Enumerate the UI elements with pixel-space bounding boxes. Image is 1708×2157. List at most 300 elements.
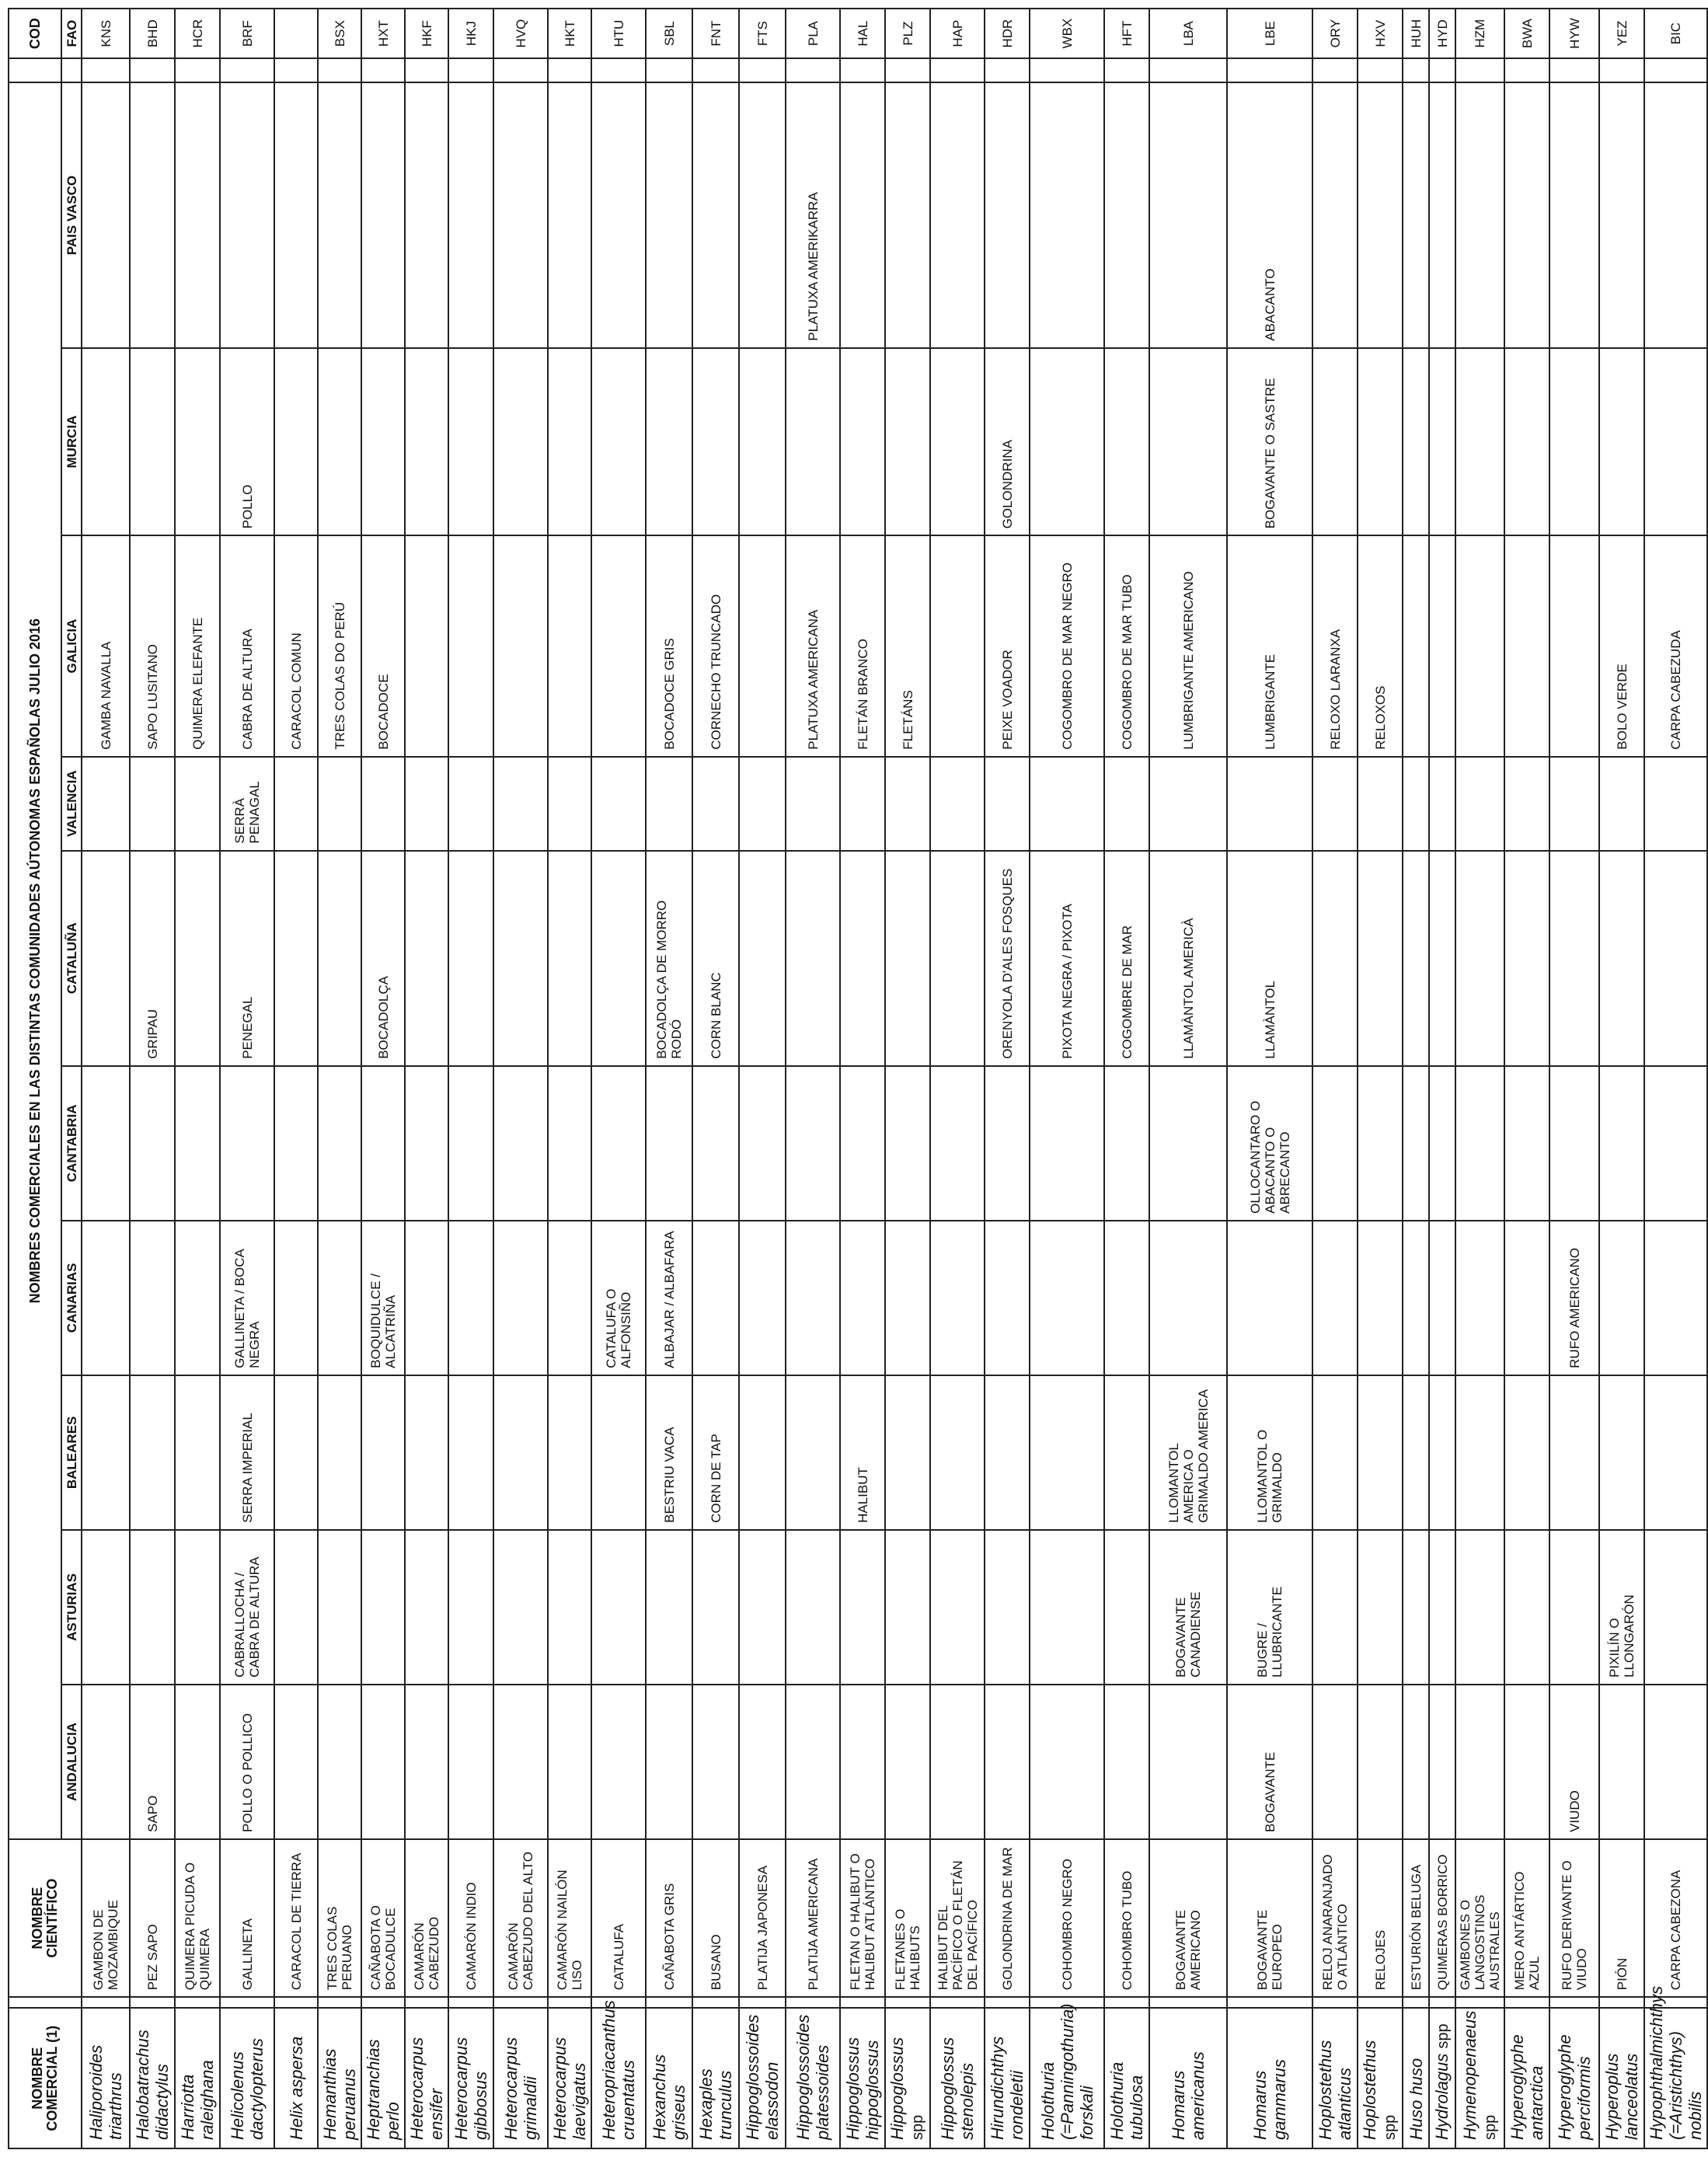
cell-pais-vasco <box>448 82 493 347</box>
cell-scientific-name <box>840 2008 885 2148</box>
cell-valencia: SERRÀ PENAGAL <box>220 757 274 851</box>
cell-right-gutter <box>646 58 692 82</box>
cell-baleares <box>1104 1375 1149 1530</box>
cell-galicia: PEIXE VOADOR <box>985 535 1030 756</box>
cell-pais-vasco <box>692 82 739 347</box>
cell-gutter <box>274 1997 318 2008</box>
header-region-asturias: ASTURIAS <box>61 1530 82 1685</box>
cell-canarias <box>493 1221 548 1375</box>
cell-asturias <box>1030 1530 1104 1685</box>
cell-asturias: PIXILÍN O LLONGARÓN <box>1599 1530 1644 1685</box>
cell-nombre-cientifico: PIÓN <box>1599 1839 1644 1997</box>
cell-baleares <box>130 1375 175 1530</box>
cell-baleares <box>1358 1375 1403 1530</box>
cell-right-gutter <box>786 58 840 82</box>
table-row <box>175 9 220 2148</box>
cell-cantabria <box>493 1066 548 1221</box>
table-row <box>361 9 405 2148</box>
cell-galicia: LUMBRIGANTE <box>1227 535 1312 756</box>
cell-canarias <box>1312 1221 1358 1375</box>
cell-valencia <box>361 757 405 851</box>
cell-scientific-name <box>130 2008 175 2148</box>
cell-gutter <box>692 1997 739 2008</box>
cell-scientific-name <box>1455 2008 1504 2148</box>
table-row <box>1455 9 1504 2148</box>
cell-cantabria <box>739 1066 786 1221</box>
cell-canarias <box>885 1221 930 1375</box>
cell-scientific-name <box>220 2008 274 2148</box>
cell-valencia <box>130 757 175 851</box>
cell-andalucia <box>274 1685 318 1839</box>
cell-fao-code: BSX <box>318 9 361 58</box>
table-row <box>274 9 318 2148</box>
cell-cantabria <box>1358 1066 1403 1221</box>
cell-gutter <box>82 1997 130 2008</box>
cell-valencia <box>1455 757 1504 851</box>
cell-pais-vasco <box>985 82 1030 347</box>
cell-asturias <box>840 1530 885 1685</box>
cell-asturias <box>1358 1530 1403 1685</box>
cell-cantabria <box>646 1066 692 1221</box>
cell-baleares: BESTRIU VACA <box>646 1375 692 1530</box>
cell-right-gutter <box>1455 58 1504 82</box>
header-regiones-title: NOMBRES COMERCIALES EN LAS DISTINTAS COMUNIDADES AÚTONOMAS ESPAÑOLAS JULIO 2016 <box>9 82 61 1839</box>
cell-fao-code: HAP <box>930 9 985 58</box>
cell-pais-vasco <box>318 82 361 347</box>
cell-baleares <box>985 1375 1030 1530</box>
scientific-name-text: Heptranchias perlo <box>364 2039 403 2140</box>
cell-nombre-cientifico: PEZ SAPO <box>130 1839 175 1997</box>
cell-nombre-cientifico: GALLINETA <box>220 1839 274 1997</box>
header-region-cataluna: CATALUÑA <box>61 851 82 1066</box>
cell-right-gutter <box>274 58 318 82</box>
cell-gutter <box>646 1997 692 2008</box>
cell-asturias <box>1104 1530 1149 1685</box>
cell-asturias: BUGRE / LLUBRICANTE <box>1227 1530 1312 1685</box>
cell-asturias <box>591 1530 646 1685</box>
cell-cantabria <box>786 1066 840 1221</box>
cell-cataluna <box>405 851 448 1066</box>
cell-canarias <box>692 1221 739 1375</box>
cell-asturias <box>1549 1530 1599 1685</box>
cell-nombre-cientifico: TRES COLAS PERUANO <box>318 1839 361 1997</box>
cell-galicia: CABRA DE ALTURA <box>220 535 274 756</box>
table-row <box>1599 9 1644 2148</box>
cell-valencia <box>985 757 1030 851</box>
cell-baleares: CORN DE TAP <box>692 1375 739 1530</box>
cell-andalucia <box>318 1685 361 1839</box>
cell-canarias <box>1455 1221 1504 1375</box>
cell-right-gutter <box>692 58 739 82</box>
cell-pais-vasco <box>1644 82 1707 347</box>
cell-valencia <box>930 757 985 851</box>
cell-right-gutter <box>1030 58 1104 82</box>
cell-canarias <box>1599 1221 1644 1375</box>
cell-cataluna <box>1504 851 1549 1066</box>
cell-cantabria <box>1149 1066 1227 1221</box>
cell-nombre-cientifico: BUSANO <box>692 1839 739 1997</box>
cell-andalucia <box>175 1685 220 1839</box>
cell-pais-vasco <box>1504 82 1549 347</box>
cell-scientific-name <box>405 2008 448 2148</box>
cell-nombre-cientifico: BOGAVANTE EUROPEO <box>1227 1839 1312 1997</box>
cell-cataluna <box>175 851 220 1066</box>
cell-murcia <box>175 348 220 536</box>
cell-scientific-name <box>1104 2008 1149 2148</box>
cell-murcia <box>1104 348 1149 536</box>
cell-scientific-name <box>1644 1985 1707 2148</box>
cell-galicia: SAPO LUSITANO <box>130 535 175 756</box>
scientific-name-text: Huso huso <box>1406 2058 1426 2140</box>
cell-asturias <box>692 1530 739 1685</box>
scientific-name-text: Hydrolagus <box>1431 2053 1452 2140</box>
cell-valencia <box>1030 757 1104 851</box>
header-region-cantabria: CANTABRIA <box>61 1066 82 1221</box>
scientific-name-text: Harriotta raleighana <box>178 2060 217 2140</box>
cell-gutter <box>1455 1997 1504 2008</box>
scientific-name-text: Hymenopenaeus <box>1459 2010 1480 2140</box>
cell-scientific-name <box>1429 2008 1455 2148</box>
cell-right-gutter <box>82 58 130 82</box>
cell-andalucia <box>591 1685 646 1839</box>
cell-andalucia: BOGAVANTE <box>1227 1685 1312 1839</box>
cell-fao-code: HKT <box>548 9 591 58</box>
cell-andalucia <box>1644 1685 1707 1839</box>
cell-baleares <box>82 1375 130 1530</box>
cell-fao-code: YEZ <box>1599 9 1644 58</box>
table-row <box>1358 9 1403 2148</box>
cell-scientific-name <box>448 2008 493 2148</box>
cell-pais-vasco <box>1149 82 1227 347</box>
cell-cantabria <box>930 1066 985 1221</box>
cell-galicia: PLATUXA AMERICANA <box>786 535 840 756</box>
scientific-name-text: Holothuria tubulosa <box>1107 2061 1146 2140</box>
cell-andalucia <box>1429 1685 1455 1839</box>
cell-pais-vasco <box>361 82 405 347</box>
cell-valencia <box>1549 757 1599 851</box>
cell-murcia <box>318 348 361 536</box>
scientific-name-text: Hirundichthys rondeletii <box>988 2036 1027 2140</box>
cell-cataluna <box>1455 851 1504 1066</box>
cell-right-gutter <box>493 58 548 82</box>
cell-murcia <box>548 348 591 536</box>
cell-scientific-name <box>175 2008 220 2148</box>
cell-asturias <box>493 1530 548 1685</box>
cell-pais-vasco <box>175 82 220 347</box>
cell-right-gutter <box>1403 58 1429 82</box>
table-row <box>82 9 130 2148</box>
cell-andalucia <box>361 1685 405 1839</box>
cell-fao-code: HYD <box>1429 9 1455 58</box>
table-row <box>548 9 591 2148</box>
cell-baleares: LLOMANTOL O GRIMALDO <box>1227 1375 1312 1530</box>
header-fao: FAO <box>61 9 82 58</box>
cell-pais-vasco <box>1358 82 1403 347</box>
cell-scientific-name <box>1403 2008 1429 2148</box>
table-body <box>82 9 1707 2148</box>
cell-valencia <box>1104 757 1149 851</box>
cell-valencia <box>1644 757 1707 851</box>
cell-pais-vasco: PLATUXA AMERIKARRA <box>786 82 840 347</box>
cell-fao-code: HXV <box>1358 9 1403 58</box>
cell-andalucia <box>1599 1685 1644 1839</box>
table-row <box>786 9 840 2148</box>
header-region-valencia: VALENCIA <box>61 757 82 851</box>
cell-cantabria <box>985 1066 1030 1221</box>
cell-cataluna <box>840 851 885 1066</box>
cell-cantabria <box>1504 1066 1549 1221</box>
cell-nombre-cientifico: CARACOL DE TIERRA <box>274 1839 318 1997</box>
table-row <box>591 9 646 2148</box>
cell-fao-code: BIC <box>1644 9 1707 58</box>
table-row <box>448 9 493 2148</box>
cell-cataluna <box>591 851 646 1066</box>
cell-baleares <box>930 1375 985 1530</box>
cell-asturias <box>1504 1530 1549 1685</box>
cell-galicia <box>591 535 646 756</box>
cell-galicia: LUMBRIGANTE AMERICANO <box>1149 535 1227 756</box>
cell-cantabria <box>1599 1066 1644 1221</box>
cell-cataluna: LLAMÀNTOL <box>1227 851 1312 1066</box>
cell-canarias <box>739 1221 786 1375</box>
cell-gutter <box>985 1997 1030 2008</box>
cell-andalucia <box>448 1685 493 1839</box>
cell-baleares <box>786 1375 840 1530</box>
cell-pais-vasco <box>646 82 692 347</box>
cell-murcia <box>274 348 318 536</box>
cell-gutter <box>130 1997 175 2008</box>
scientific-name-text: Hexaples trunculus <box>696 2068 735 2140</box>
cell-canarias <box>1358 1221 1403 1375</box>
cell-asturias <box>646 1530 692 1685</box>
cell-andalucia <box>1312 1685 1358 1839</box>
scientific-name-text: Hippoglossoides platessoides <box>793 2014 832 2140</box>
cell-gutter <box>361 1997 405 2008</box>
cell-scientific-name <box>1358 2008 1403 2148</box>
cell-asturias <box>885 1530 930 1685</box>
cell-andalucia <box>1504 1685 1549 1839</box>
table-row <box>1312 9 1358 2148</box>
cell-galicia: CORNECHO TRUNCADO <box>692 535 739 756</box>
cell-baleares <box>318 1375 361 1530</box>
cell-gutter <box>220 1997 274 2008</box>
cell-fao-code: BRF <box>220 9 274 58</box>
cell-cataluna <box>885 851 930 1066</box>
cell-baleares <box>1644 1375 1707 1530</box>
cell-nombre-cientifico: RELOJES <box>1358 1839 1403 1997</box>
cell-gutter <box>1403 1997 1429 2008</box>
cell-scientific-name <box>274 2008 318 2148</box>
cell-galicia: COGOMBRO DE MAR NEGRO <box>1030 535 1104 756</box>
cell-fao-code: SBL <box>646 9 692 58</box>
table-row <box>1149 9 1227 2148</box>
cell-nombre-cientifico: MERO ANTÁRTICO AZUL <box>1504 1839 1549 1997</box>
cell-scientific-name <box>591 2000 646 2148</box>
cell-scientific-name <box>1030 2003 1104 2148</box>
cell-scientific-name <box>786 2008 840 2148</box>
cell-cataluna: BOCADOLÇA DE MORRO RODÓ <box>646 851 692 1066</box>
scientific-name-text: Hyperoplus lanceolatus <box>1602 2053 1641 2140</box>
cell-cataluna: PIXOTA NEGRA / PIXOTA <box>1030 851 1104 1066</box>
cell-canarias <box>1104 1221 1149 1375</box>
table-row <box>1227 9 1312 2148</box>
cell-murcia: BOGAVANTE O SASTRE <box>1227 348 1312 536</box>
cell-gutter <box>786 1997 840 2008</box>
cell-valencia <box>274 757 318 851</box>
cell-asturias <box>1644 1530 1707 1685</box>
scientific-name-text: Hyperoglyphe perciformis <box>1555 2034 1594 2140</box>
scientific-name-text: Hippoglossus <box>887 2037 907 2140</box>
header-right-gutter <box>9 58 61 82</box>
cell-cataluna <box>1429 851 1455 1066</box>
cell-cataluna <box>1549 851 1599 1066</box>
scientific-name-text: Helicolenus dactylopterus <box>228 2038 267 2140</box>
cell-canarias <box>985 1221 1030 1375</box>
cell-fao-code: BWA <box>1504 9 1549 58</box>
cell-valencia <box>1358 757 1403 851</box>
cell-asturias <box>318 1530 361 1685</box>
cell-cataluna: PENEGAL <box>220 851 274 1066</box>
scientific-name-text: Holothuria (=Panningothuria) forskali <box>1037 2003 1096 2140</box>
header-region-canarias: CANARIAS <box>61 1221 82 1375</box>
header-nombre-cientifico: NOMBRE CIENTÍFICO <box>9 1839 82 1997</box>
cell-murcia <box>405 348 448 536</box>
header-region-andalucia: ANDALUCIA <box>61 1685 82 1839</box>
cell-nombre-cientifico: GAMBONES O LANGOSTINOS AUSTRALES <box>1455 1839 1504 1997</box>
cell-gutter <box>930 1997 985 2008</box>
cell-pais-vasco <box>274 82 318 347</box>
cell-scientific-name <box>646 2008 692 2148</box>
table-row <box>1030 9 1104 2148</box>
header-region-baleares: BALEARES <box>61 1375 82 1530</box>
cell-gutter <box>885 1997 930 2008</box>
cell-canarias: CATALUFA O ALFONSIÑO <box>591 1221 646 1375</box>
cell-pais-vasco <box>930 82 985 347</box>
cell-valencia <box>448 757 493 851</box>
table-row <box>692 9 739 2148</box>
cell-cantabria <box>885 1066 930 1221</box>
cell-andalucia <box>1455 1685 1504 1839</box>
spp-suffix: spp <box>1434 2023 1452 2049</box>
cell-galicia: CARPA CABEZUDA <box>1644 535 1707 756</box>
scientific-name-text: Helix aspersa <box>286 2036 306 2140</box>
cell-right-gutter <box>739 58 786 82</box>
scientific-name-text: Hoplostethus atlanticus <box>1316 2040 1354 2140</box>
cell-scientific-name <box>318 2008 361 2148</box>
cell-baleares <box>1455 1375 1504 1530</box>
cell-gutter <box>1149 1997 1227 2008</box>
cell-cataluna <box>1403 851 1429 1066</box>
cell-murcia: GOLONDRINA <box>985 348 1030 536</box>
cell-right-gutter <box>985 58 1030 82</box>
cell-scientific-name <box>1312 2008 1358 2148</box>
cell-galicia: COGOMBRO DE MAR TUBO <box>1104 535 1149 756</box>
cell-fao-code: PLZ <box>885 9 930 58</box>
cell-asturias <box>985 1530 1030 1685</box>
cell-nombre-cientifico: COHOMBRO NEGRO <box>1030 1839 1104 1997</box>
cell-valencia <box>1403 757 1429 851</box>
cell-nombre-cientifico: QUIMERAS BORRICO <box>1429 1839 1455 1997</box>
cell-cantabria <box>1403 1066 1429 1221</box>
cell-pais-vasco <box>220 82 274 347</box>
cell-nombre-cientifico: FLETAN O HALIBUT O HALIBUT ATLÁNTICO <box>840 1839 885 1997</box>
cell-cataluna <box>548 851 591 1066</box>
cell-valencia <box>493 757 548 851</box>
cell-fao-code: HCR <box>175 9 220 58</box>
table-row <box>130 9 175 2148</box>
cell-pais-vasco: ABACANTO <box>1227 82 1312 347</box>
cell-galicia: TRES COLAS DO PERÚ <box>318 535 361 756</box>
cell-fao-code: PLA <box>786 9 840 58</box>
cell-galicia <box>448 535 493 756</box>
cell-canarias <box>548 1221 591 1375</box>
header-right-gutter-2 <box>61 58 82 82</box>
cell-murcia <box>1149 348 1227 536</box>
cell-pais-vasco <box>1549 82 1599 347</box>
cell-gutter <box>1104 1997 1149 2008</box>
cell-right-gutter <box>885 58 930 82</box>
cell-cantabria: OLLOCANTARO O ABACANTO O ABRECANTO <box>1227 1066 1312 1221</box>
cell-cataluna <box>318 851 361 1066</box>
cell-murcia <box>591 348 646 536</box>
cell-right-gutter <box>361 58 405 82</box>
spp-suffix: spp <box>1382 2114 1399 2140</box>
cell-fao-code: HZM <box>1455 9 1504 58</box>
cell-fao-code: FNT <box>692 9 739 58</box>
cell-fao-code: HDR <box>985 9 1030 58</box>
table-row <box>1429 9 1455 2148</box>
cell-valencia <box>405 757 448 851</box>
cell-fao-code: HVQ <box>493 9 548 58</box>
cell-andalucia <box>739 1685 786 1839</box>
scientific-name-text: Hexanchus griseus <box>650 2054 688 2140</box>
cell-nombre-cientifico: COHOMBRO TUBO <box>1104 1839 1149 1997</box>
cell-scientific-name <box>692 2008 739 2148</box>
cell-pais-vasco <box>739 82 786 347</box>
cell-asturias: CABRALLOCHA / CABRA DE ALTURA <box>220 1530 274 1685</box>
cell-fao-code: HTU <box>591 9 646 58</box>
cell-asturias <box>548 1530 591 1685</box>
cell-andalucia <box>1149 1685 1227 1839</box>
cell-asturias <box>786 1530 840 1685</box>
cell-baleares <box>1549 1375 1599 1530</box>
cell-asturias <box>1403 1530 1429 1685</box>
cell-baleares <box>405 1375 448 1530</box>
cell-andalucia: POLLO O POLLICO <box>220 1685 274 1839</box>
cell-valencia <box>1599 757 1644 851</box>
cell-valencia <box>1312 757 1358 851</box>
cell-cataluna <box>1644 851 1707 1066</box>
cell-cantabria <box>82 1066 130 1221</box>
cell-baleares: SERRA IMPERIAL <box>220 1375 274 1530</box>
cell-right-gutter <box>448 58 493 82</box>
header-nombre-comercial: NOMBRE COMERCIAL (1) <box>9 2008 82 2148</box>
scientific-name-text: Hemanthias peruanus <box>320 2048 359 2140</box>
cell-valencia <box>548 757 591 851</box>
cell-scientific-name <box>1599 2008 1644 2148</box>
cell-nombre-cientifico: RELOJ ANARANJADO O ATLÁNTICO <box>1312 1839 1358 1997</box>
cell-andalucia <box>885 1685 930 1839</box>
cell-cantabria <box>175 1066 220 1221</box>
cell-murcia: POLLO <box>220 348 274 536</box>
cell-cantabria <box>548 1066 591 1221</box>
cell-right-gutter <box>1104 58 1149 82</box>
cell-nombre-cientifico: CAÑABOTA O BOCADULCE <box>361 1839 405 1997</box>
cell-pais-vasco <box>1312 82 1358 347</box>
cell-pais-vasco <box>1403 82 1429 347</box>
table-row <box>318 9 361 2148</box>
cell-valencia <box>840 757 885 851</box>
